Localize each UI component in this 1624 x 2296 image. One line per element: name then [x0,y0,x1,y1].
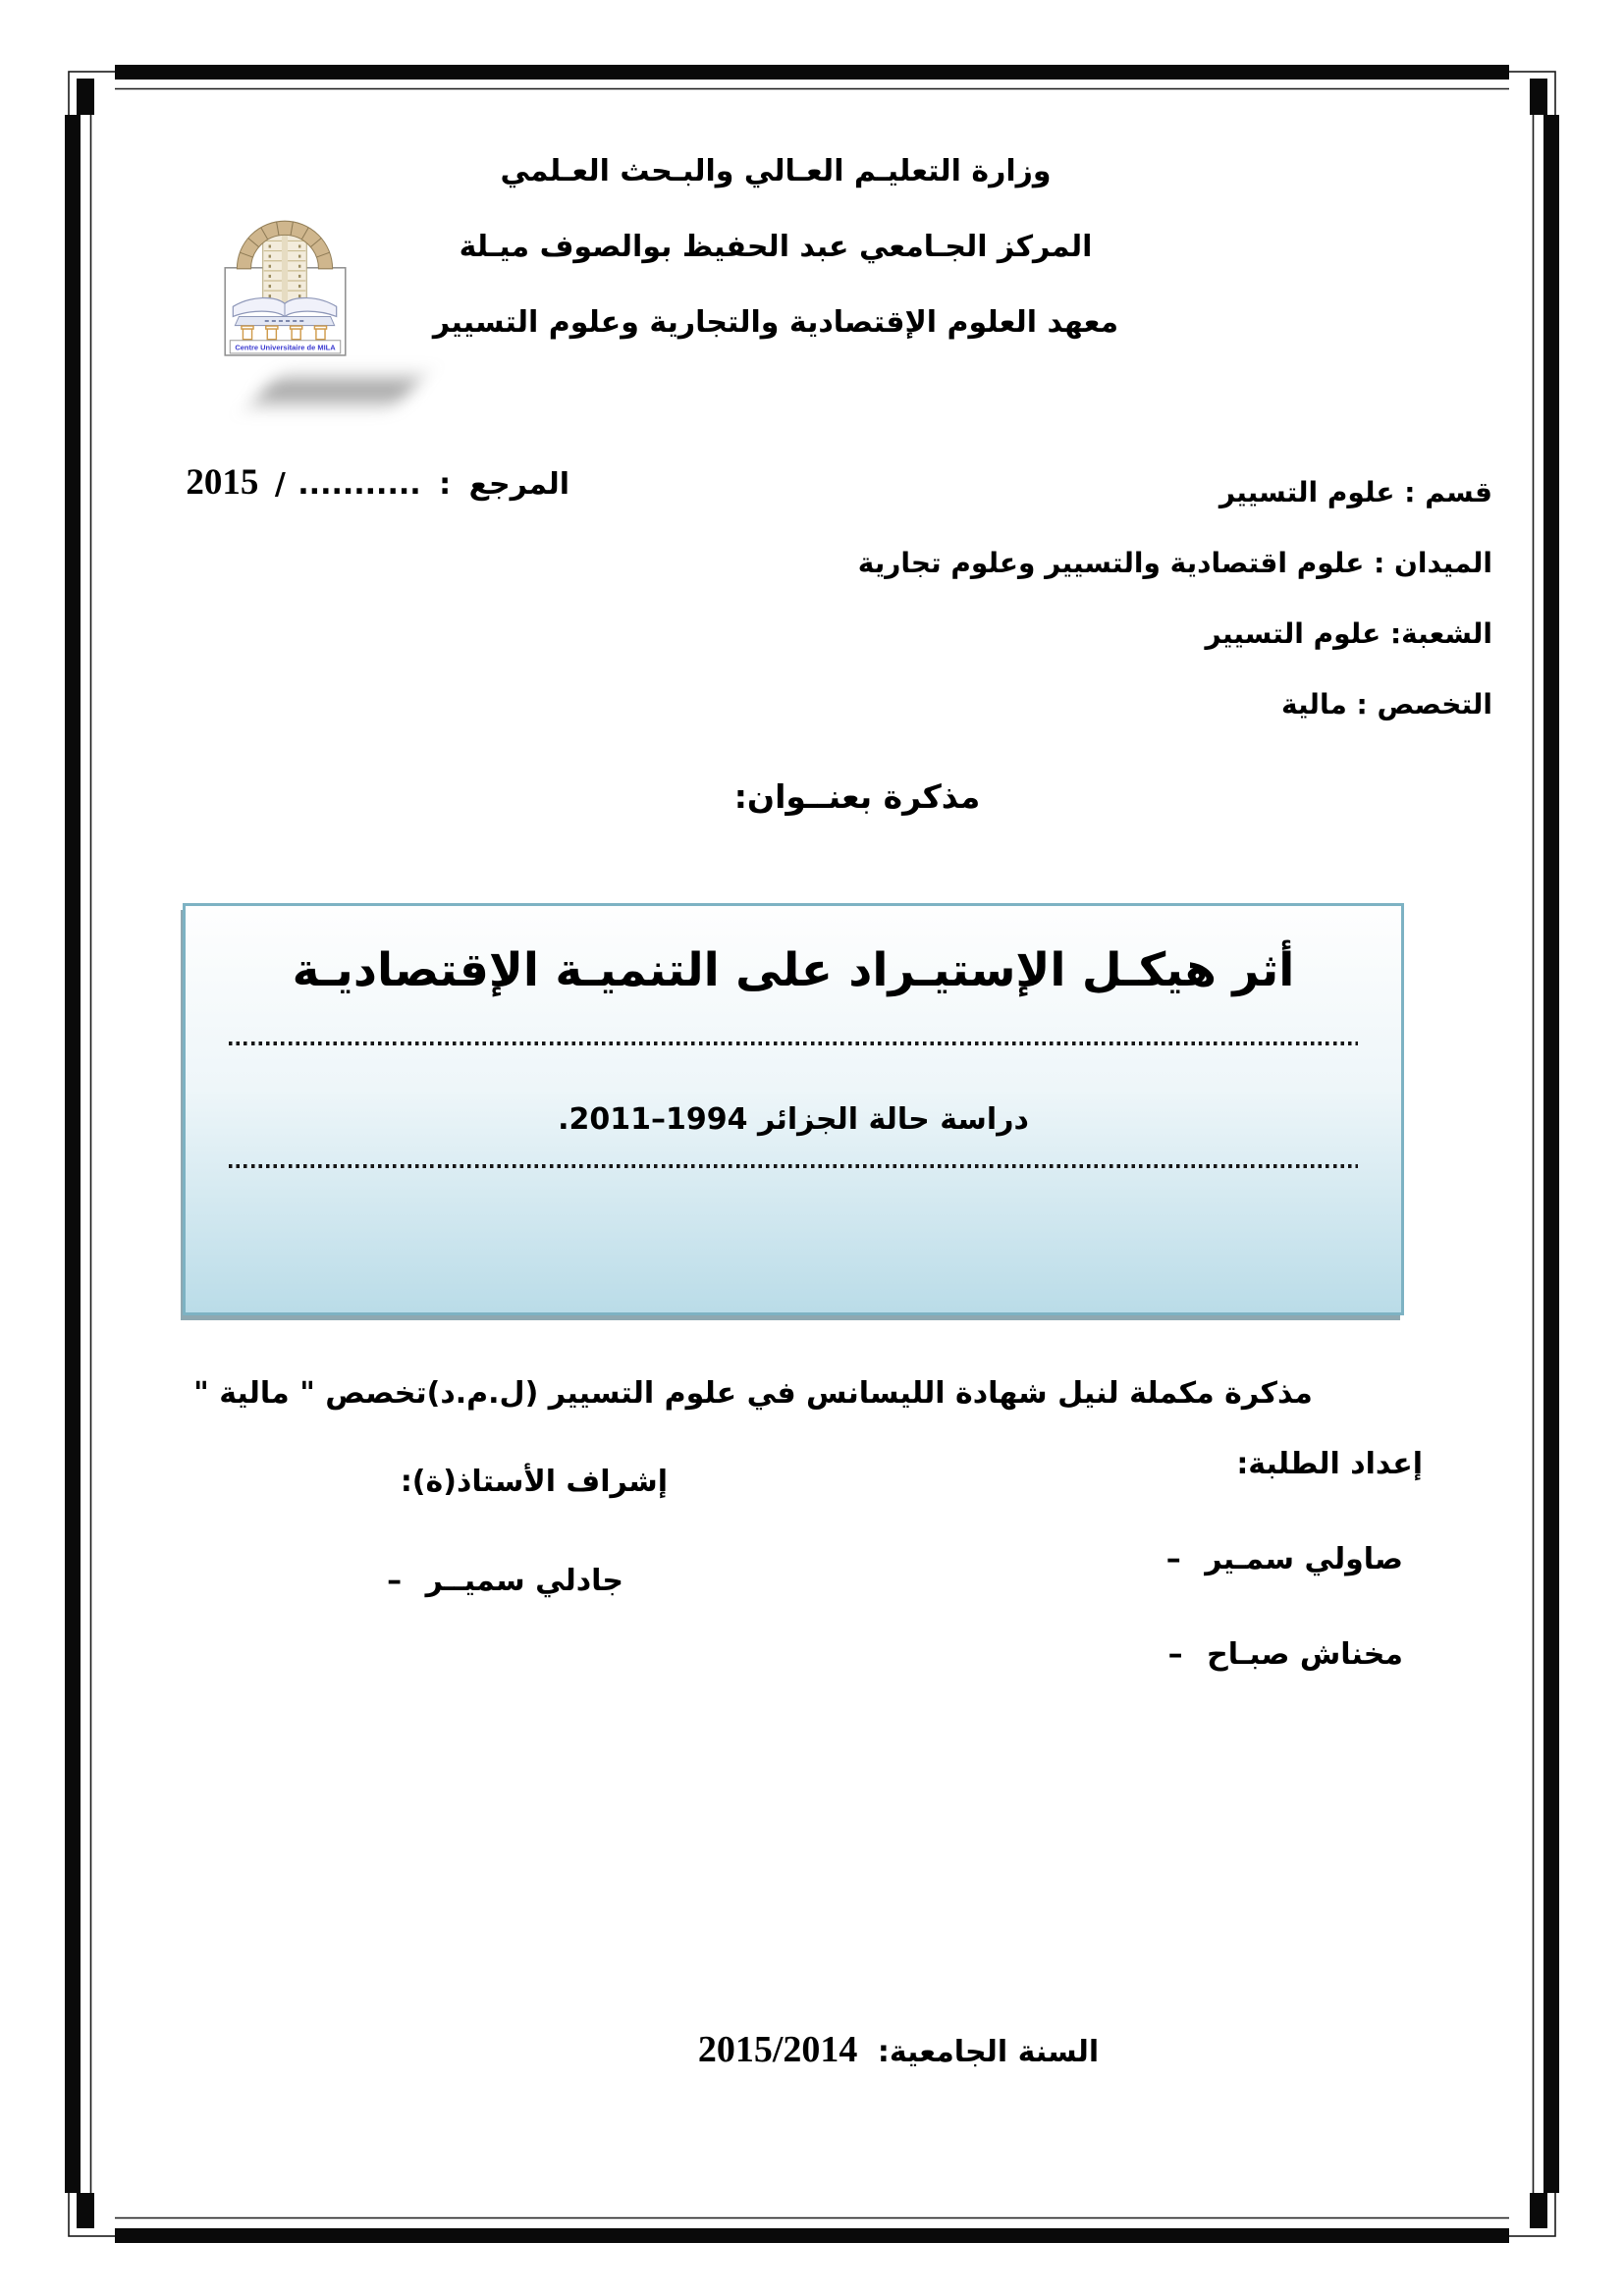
dotted-separator [229,1041,1358,1045]
dotted-separator [229,1164,1358,1168]
academic-year-value: 2015/2014 [697,2029,858,2070]
field-department: قسم : علوم التسيير [1218,476,1492,508]
thesis-subtitle: دراسة حالة الجزائر 1994–2011. [558,1102,1029,1137]
supervisor-name: جادلي سميــر [425,1564,623,1598]
reference-slash: / [274,467,286,502]
university-line: المركز الجـامعي عبد الحفيظ بوالصوف ميـلة [459,230,1093,264]
supervisor-heading: إشراف الأستاذ(ة): [400,1465,668,1499]
reference-line [147,461,569,504]
memo-heading: مذكرة بعنــوان: [733,777,981,816]
list-dash: – [1167,1637,1183,1672]
students-heading: إعداد الطلبة: [1236,1447,1423,1481]
student-name: مخناش صبـاح [1207,1637,1403,1672]
reference-year: 2015 [186,462,259,503]
department-fields [858,457,1492,740]
students-block [1166,1447,1423,1672]
field-domain: الميدان : علوم اقتصادية والتسيير وعلوم تجارية [857,547,1492,579]
reference-dots: ........... [298,467,421,502]
reference-label: المرجع [468,467,569,502]
thesis-title: أثر هيكـل الإستيـراد على التنميـة الإقتصاديـة [292,943,1295,997]
field-specialty: التخصص : مالية [1281,688,1492,721]
supervisor-name-line [275,1564,623,1598]
academic-year-line [86,2028,1624,2071]
ministry-line: وزارة التعليـم العـالي والبـحث العـلمي [500,154,1052,188]
degree-note: مذكرة مكملة لنيل شهادة الليسانس في علوم التسيير (ل.م.د)تخصص " مالية " [193,1376,1313,1411]
student-name-line [1166,1637,1403,1672]
supervisor-block [275,1465,668,1598]
field-branch: الشعبة: علوم التسيير [1205,617,1492,650]
list-dash: – [1165,1542,1181,1576]
title-box [183,903,1404,1315]
student-name: صاولي سمـير [1205,1542,1403,1576]
academic-year-label: السنة الجامعية: [877,2035,1100,2069]
institute-line: معهد العلوم الإقتصادية والتجارية وعلوم التسيير [432,305,1119,340]
university-logo [223,207,348,358]
list-dash: – [387,1564,403,1598]
logo-shadow [255,379,419,402]
logo-caption-text: Centre Universitaire de MILA [235,343,336,352]
student-name-line [1166,1542,1403,1576]
reference-colon: : [439,467,452,502]
